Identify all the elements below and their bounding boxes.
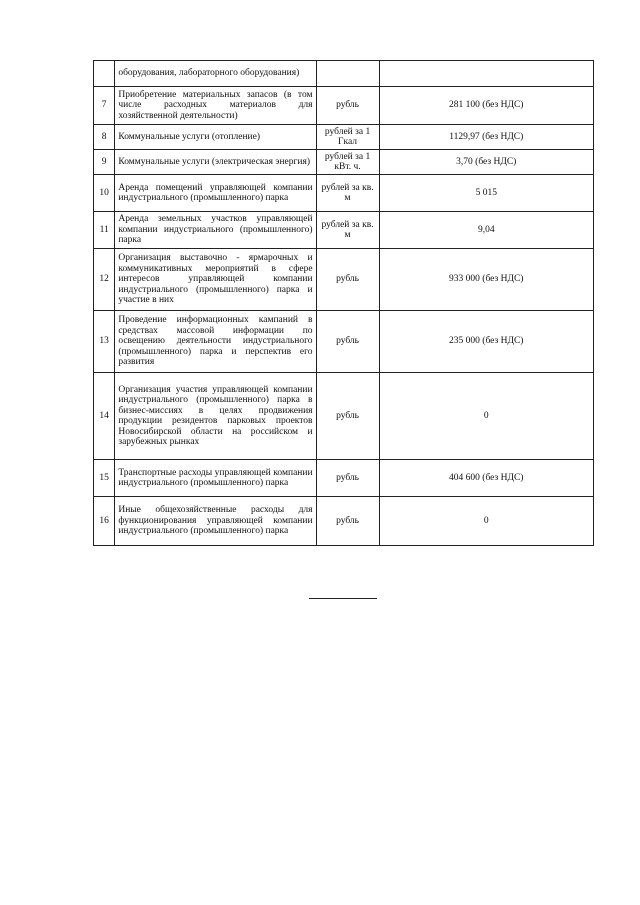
row-name: оборудования, лабораторного оборудования) [115, 61, 316, 87]
row-value: 3,70 (без НДС) [379, 150, 593, 175]
row-value: 404 600 (без НДС) [379, 460, 593, 497]
row-unit [316, 61, 379, 87]
table-row [94, 311, 594, 373]
closing-divider [309, 598, 377, 599]
row-unit: рублей за 1 Гкал [316, 125, 379, 150]
row-name: Проведение информационных кампаний в средствах массовой информации по освещению деятельности индустриального (промышленного) парка и перспектив его развития [115, 311, 316, 373]
table-row [94, 249, 594, 311]
row-value: 0 [379, 373, 593, 460]
row-number: 10 [94, 175, 115, 212]
row-unit: рубль [316, 249, 379, 311]
row-name: Транспортные расходы управляющей компании индустриального (промышленного) парка [115, 460, 316, 497]
row-number: 9 [94, 150, 115, 175]
row-name: Аренда помещений управляющей компании индустриального (промышленного) парка [115, 175, 316, 212]
row-number: 11 [94, 212, 115, 249]
row-number: 13 [94, 311, 115, 373]
row-value: 933 000 (без НДС) [379, 249, 593, 311]
row-value: 5 015 [379, 175, 593, 212]
row-name: Коммунальные услуги (электрическая энергия) [115, 150, 316, 175]
row-number: 16 [94, 497, 115, 546]
row-value: 0 [379, 497, 593, 546]
table-row [94, 175, 594, 212]
table-row [94, 61, 594, 87]
expense-table [93, 60, 594, 546]
row-number [94, 61, 115, 87]
row-unit: рублей за кв. м [316, 212, 379, 249]
row-number: 8 [94, 125, 115, 150]
row-unit: рубль [316, 460, 379, 497]
row-number: 14 [94, 373, 115, 460]
row-value [379, 61, 593, 87]
table-row [94, 212, 594, 249]
table-row [94, 460, 594, 497]
row-number: 12 [94, 249, 115, 311]
row-name: Организация выставочно - ярмарочных и коммуникативных мероприятий в сфере интересов управляющей компании индустриального (промышленного) парка и участие в них [115, 249, 316, 311]
row-number: 15 [94, 460, 115, 497]
row-unit: рублей за 1 кВт. ч. [316, 150, 379, 175]
row-unit: рубль [316, 373, 379, 460]
row-unit: рубль [316, 311, 379, 373]
row-name: Организация участия управляющей компании индустриального (промышленного) парка в бизнес-миссиях в целях продвижения продукции резидентов парковых проектов Новосибирской области на российском и зарубежных рынках [115, 373, 316, 460]
table-row [94, 373, 594, 460]
row-name: Иные общехозяйственные расходы для функционирования управляющей компании индустриального (промышленного) парка [115, 497, 316, 546]
row-name: Приобретение материальных запасов (в том числе расходных материалов для хозяйственной деятельности) [115, 87, 316, 125]
row-value: 9,04 [379, 212, 593, 249]
row-value: 235 000 (без НДС) [379, 311, 593, 373]
table-row [94, 150, 594, 175]
row-name: Аренда земельных участков управляющей компании индустриального (промышленного) парка [115, 212, 316, 249]
row-number: 7 [94, 87, 115, 125]
row-unit: рубль [316, 87, 379, 125]
table-row [94, 497, 594, 546]
row-unit: рубль [316, 497, 379, 546]
row-value: 1129,97 (без НДС) [379, 125, 593, 150]
table-row [94, 125, 594, 150]
row-unit: рублей за кв. м [316, 175, 379, 212]
row-name: Коммунальные услуги (отопление) [115, 125, 316, 150]
row-value: 281 100 (без НДС) [379, 87, 593, 125]
table-row [94, 87, 594, 125]
